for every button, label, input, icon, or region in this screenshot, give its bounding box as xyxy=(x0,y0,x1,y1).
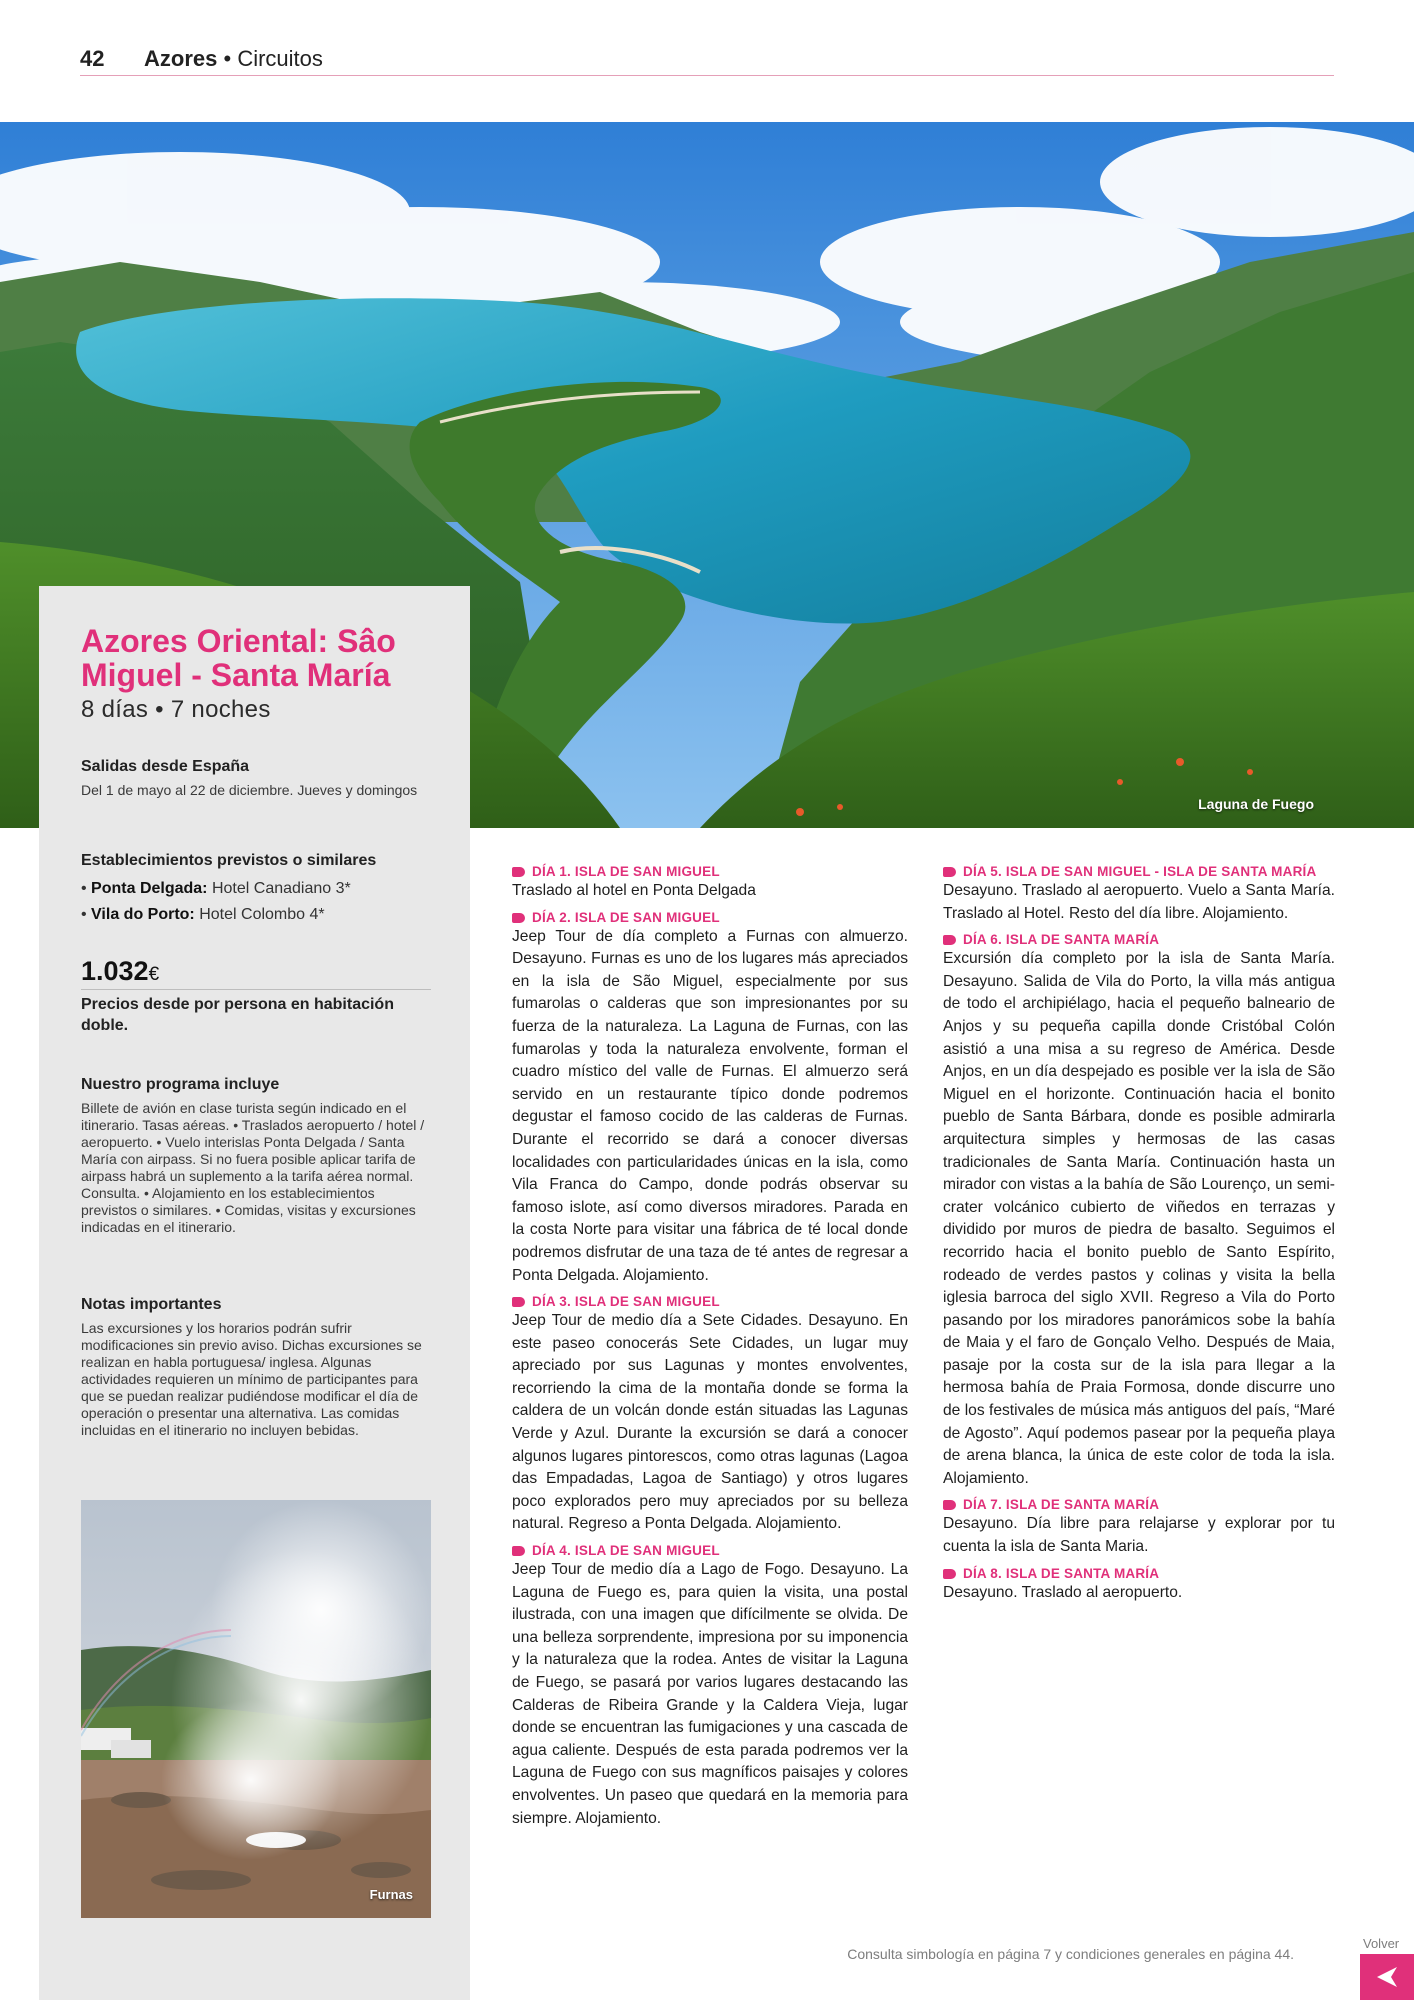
day-3-heading xyxy=(512,1294,908,1309)
notes-text: Las excursiones y los horarios podrán sufrir modificaciones sin previo aviso. Dichas excursiones se realizan en habla portuguesa/ inglesa. Algunas actividades requieren un mínimo de participantes para que se puedan realizar pudiéndose modificar el día de operación o presentar una alternativa. Las comidas incluidas en el itinerario no incluyen bebidas. xyxy=(81,1320,422,1438)
day-5-heading xyxy=(943,864,1335,879)
day-2-heading-text: DÍA 2. ISLA DE SAN MIGUEL xyxy=(532,909,720,925)
establishments-list xyxy=(81,876,431,928)
page-header xyxy=(80,44,1334,76)
establishment-item: • Ponta Delgada: Hotel Canadiano 3* xyxy=(81,880,351,897)
day-8-heading-text: DÍA 8. ISLA DE SANTA MARÍA xyxy=(963,1565,1160,1581)
back-button[interactable] xyxy=(1360,1954,1414,2000)
back-control xyxy=(1360,1936,1414,1951)
itinerary-column-2 xyxy=(943,864,1335,1604)
price-note: Precios desde por persona en habitación doble. xyxy=(81,996,394,1034)
notes-heading: Notas importantes xyxy=(81,1296,222,1313)
day-3-heading-text: DÍA 3. ISLA DE SAN MIGUEL xyxy=(532,1294,720,1310)
price xyxy=(81,956,431,990)
day-7-heading xyxy=(943,1497,1335,1512)
furnas-photo xyxy=(81,1500,431,1918)
back-arrow-icon xyxy=(1374,1964,1400,1990)
day-5-heading-text: DÍA 5. ISLA DE SAN MIGUEL - ISLA DE SANTA MARÍA xyxy=(963,864,1317,879)
bullet-arrow-icon xyxy=(943,1500,956,1510)
breadcrumb-section: Azores xyxy=(144,46,218,71)
day-6-heading-text: DÍA 6. ISLA DE SANTA MARÍA xyxy=(963,932,1160,948)
day-8-heading xyxy=(943,1566,1335,1581)
trip-duration: 8 días • 7 noches xyxy=(81,696,271,723)
day-6-heading xyxy=(943,932,1335,947)
breadcrumb-subsection: Circuitos xyxy=(237,46,323,71)
departures-heading: Salidas desde España xyxy=(81,758,250,775)
breadcrumb-separator: • xyxy=(223,46,232,71)
breadcrumb xyxy=(144,46,323,72)
hero-caption: Laguna de Fuego xyxy=(1198,796,1314,812)
price-currency: € xyxy=(148,964,160,985)
establishment-city: Vila do Porto: xyxy=(91,906,195,923)
back-label[interactable]: Volver xyxy=(1363,1936,1400,1951)
day-2-heading xyxy=(512,910,908,925)
establishment-city: Ponta Delgada: xyxy=(91,880,208,897)
bullet-arrow-icon xyxy=(512,1546,525,1556)
day-1-heading xyxy=(512,864,908,879)
includes-heading: Nuestro programa incluye xyxy=(81,1076,280,1093)
day-7-heading-text: DÍA 7. ISLA DE SANTA MARÍA xyxy=(963,1497,1160,1513)
day-1-heading-text: DÍA 1. ISLA DE SAN MIGUEL xyxy=(532,864,720,879)
bullet-arrow-icon xyxy=(512,867,525,877)
day-4-heading-text: DÍA 4. ISLA DE SAN MIGUEL xyxy=(532,1543,720,1559)
price-value: 1.032 xyxy=(81,956,149,986)
day-4-heading xyxy=(512,1543,908,1558)
establishment-item: • Vila do Porto: Hotel Colombo 4* xyxy=(81,906,325,923)
day-3-text: Jeep Tour de medio día a Sete Cidades. Desayuno. En este paseo conocerás Sete Cidades, un lugar muy apreciado por sus Lagunas y montes envolventes, recorriendo la cima de la montaña donde se forma la caldera de un volcán donde están situadas las Lagunas Verde y Azul. Durante la excursión se dará a conocer algunos lugares pintorescos, como otras lagunas (Lagoa das Empadadas, Lagoa de Santiago) y otros lugares poco explorados pero muy apreciados por su belleza natural. Regreso a Ponta Delgada. Alojamiento. xyxy=(512,1312,908,1533)
furnas-photo-caption: Furnas xyxy=(369,1887,413,1902)
footer-note: Consulta simbología en página 7 y condiciones generales en página 44. xyxy=(847,1946,1294,1962)
bullet-arrow-icon xyxy=(943,1569,956,1579)
bullet-arrow-icon xyxy=(943,935,956,945)
itinerary-column-1 xyxy=(512,864,908,1830)
day-5-text: Desayuno. Traslado al aeropuerto. Vuelo a Santa María. Traslado al Hotel. Resto del día libre. Alojamiento. xyxy=(943,882,1335,922)
page-number: 42 xyxy=(80,46,105,71)
bullet-arrow-icon xyxy=(943,867,956,877)
bullet-arrow-icon xyxy=(512,1297,525,1307)
day-2-text: Jeep Tour de día completo a Furnas con almuerzo. Desayuno. Furnas es uno de los lugares más apreciados en la isla de São Miguel, especialmente por sus fumarolas o calderas que son impresionantes por su fuerza de la naturaleza. La Laguna de Furnas, con las fumarolas y toda la naturaleza envolvente, forman el cuadro místico del valle de Furnas. El almuerzo será servido en un restaurante típico donde podremos degustar el famoso cocido de las calderas de Furnas. Durante el recorrido se dará a conocer diversas localidades con particularidades únicas en la isla, como Vila Franca do Campo, donde podrás observar su famoso islote, así como diversos miradores. Parada en la costa Norte para visitar una fábrica de té local donde podremos disfrutar de una taza de té antes de regresar a Ponta Delgada. Alojamiento. xyxy=(512,927,908,1284)
bullet-arrow-icon xyxy=(512,913,525,923)
day-6-text: Excursión día completo por la isla de Santa María. Desayuno. Salida de Vila do Porto, la villa más antigua de todo el archipiélago, hacia el pequeño balneario de Anjos y su pequeña capilla donde Cristóbal Colón asistió a una misa a su regreso de América. Desde Anjos, en un día despejado es posible ver la isla de São Miguel en el horizonte. Continuación hacia el bonito pueblo de Santa Bárbara, donde es posible admirarla arquitectura simples y hermosas de las casas tradicionales de Santa María. Continuación hasta un mirador con vistas a la bahía de São Lourenço, un semi-crater volcánico cubierto de viñedos en terrazas y dividido por muros de piedra de basalto. Seguimos el recorrido hacia el bonito pueblo de Santo Espírito, rodeado de verdes pastos y colinas y visita la bella iglesia barroca del siglo XVII. Regreso a Vila do Porto pasando por los miradores panorámicos sobe la bahía de Maia y el faro de Gonçalo Velho. Después de Maia, pasaje por la costa sur de la isla para llegar a la hermosa bahía de Praia Formosa, donde discurre uno de los festivales de música más antiguos del país, “Maré de Agosto”. Aquí podemos pasear por la pequeña playa de arena blanca, la única de este color de toda la isla. Alojamiento. xyxy=(943,950,1335,1487)
day-8-text: Desayuno. Traslado al aeropuerto. xyxy=(943,1583,1183,1601)
establishments-heading: Establecimientos previstos o similares xyxy=(81,852,377,869)
includes-text: Billete de avión en clase turista según indicado en el itinerario. Tasas aéreas. • Traslados aeropuerto / hotel / aeropuerto. • Vuelo interislas Ponta Delgada / Santa María con airpass. Si no fuera posible aplicar tarifa de airpass habrá un suplemento a la tarifa aérea normal. Consulta. • Alojamiento en los establecimientos previstos o similares. • Comidas, visitas y excursiones indicadas en el itinerario. xyxy=(81,1100,425,1235)
establishment-hotel: Hotel Colombo 4* xyxy=(199,906,325,923)
departures-text: Del 1 de mayo al 22 de diciembre. Jueves y domingos xyxy=(81,782,418,798)
establishment-hotel: Hotel Canadiano 3* xyxy=(211,880,351,897)
trip-title: Azores Oriental: Sâo Miguel - Santa María xyxy=(81,623,396,693)
day-4-text: Jeep Tour de medio día a Lago de Fogo. Desayuno. La Laguna de Fuego es, para quien la visita, una postal ilustrada, con una imagen que difícilmente se olvida. De una belleza sorprendente, impresiona por su imponencia y la naturaleza que la rodea. Antes de visitar la Laguna de Fuego, se pasará por varios lugares destacando las Calderas de Ribeira Grande y la Caldera Vieja, lugar donde se encuentran las fumigaciones y una cascada de agua caliente. Después de esta parada podremos ver la Laguna de Fuego con sus magníficos paisajes y colores envolventes. Un paseo que quedará en la memoria para siempre. Alojamiento. xyxy=(512,1561,908,1827)
fumarole-illustration xyxy=(81,1500,431,1918)
day-1-text: Traslado al hotel en Ponta Delgada xyxy=(512,882,756,899)
trip-summary-sidebar xyxy=(39,586,470,2000)
day-7-text: Desayuno. Día libre para relajarse y explorar por tu cuenta la isla de Santa Maria. xyxy=(943,1515,1335,1556)
